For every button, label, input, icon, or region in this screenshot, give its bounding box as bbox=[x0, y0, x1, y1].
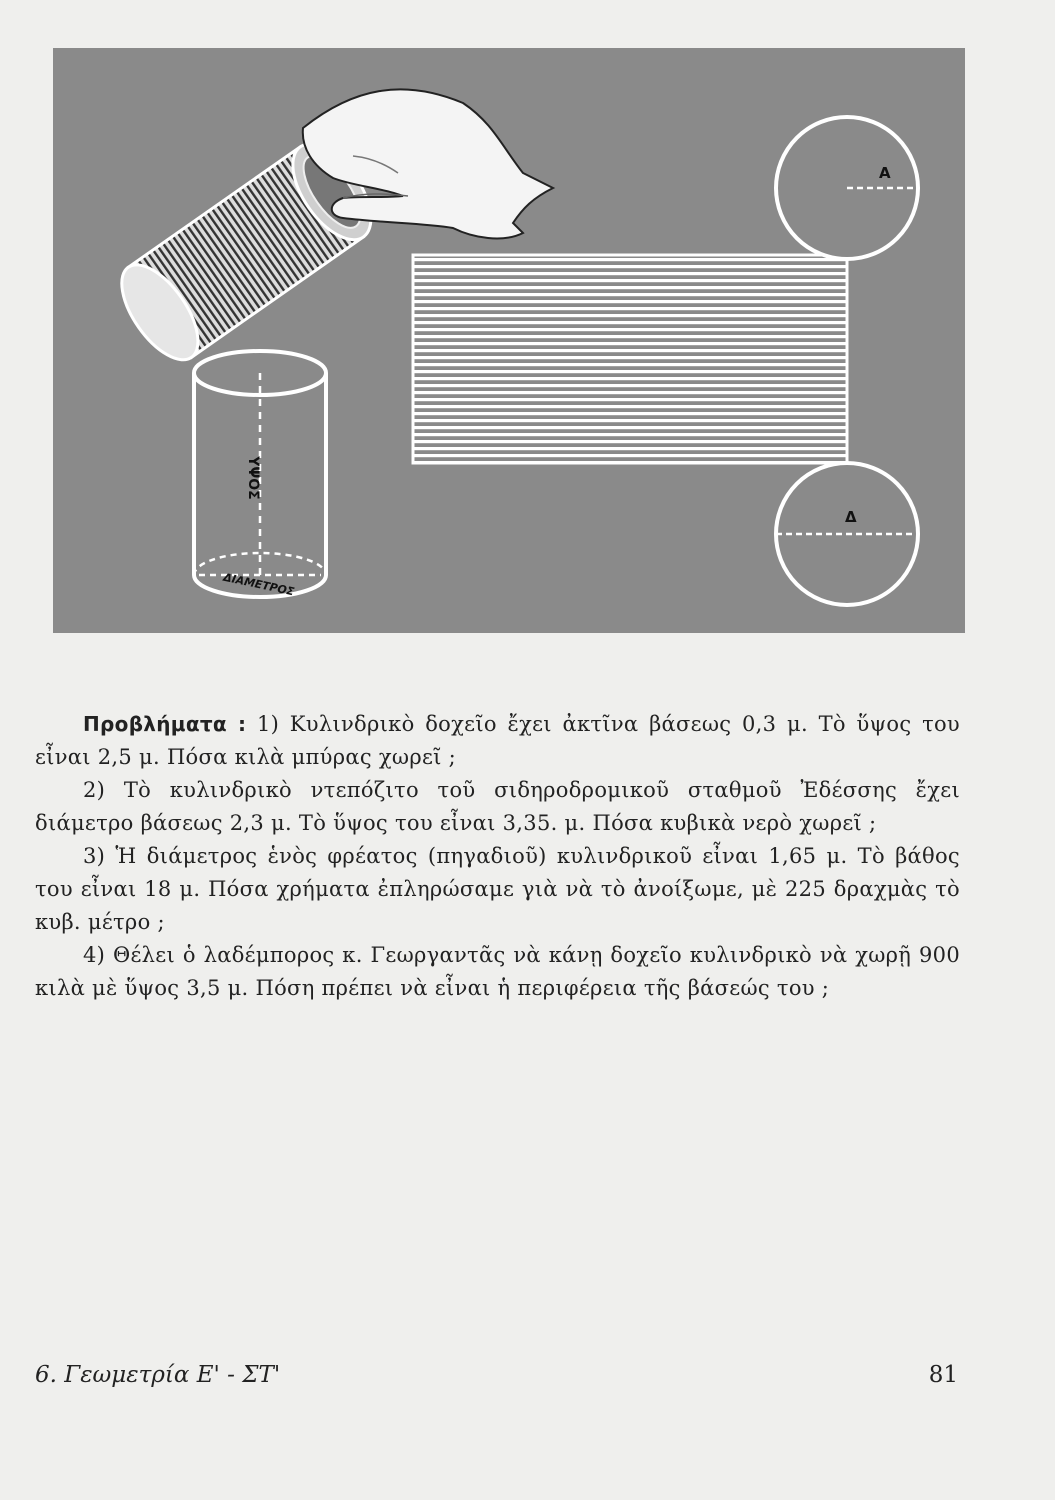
problem-2: 2) Τὸ κυλινδρικὸ ντεπόζιτο τοῦ σιδηροδρομικοῦ σταθμοῦ Ἐδέσσης ἔχει διάμετρο βάσεως 2,3 μ. Τὸ ὕψος του εἶναι 3,35. μ. Πόσα κυβικὰ νερὸ χωρεῖ ; bbox=[35, 778, 960, 835]
problem-4: 4) Θέλει ὁ λαδέμπορος κ. Γεωργαντᾶς νὰ κάνῃ δοχεῖο κυλινδρικὸ νὰ χωρῇ 900 κιλὰ μὲ ὕψος 3,5 μ. Πόση πρέπει νὰ εἶναι ἡ περιφέρεια τῆς βάσεώς του ; bbox=[35, 943, 960, 1000]
bottom-base-circle bbox=[776, 463, 918, 605]
page-number: 81 bbox=[928, 1362, 958, 1388]
book-title-footer: 6. Γεωμετρία Ε' - ΣΤ' bbox=[35, 1362, 281, 1388]
unrolled-rectangle bbox=[413, 255, 847, 463]
circle-diameter-label: Δ bbox=[845, 508, 857, 526]
illustration-panel bbox=[53, 48, 965, 633]
top-base-circle bbox=[776, 117, 918, 259]
problem-1 bbox=[35, 708, 960, 774]
problems-section bbox=[35, 708, 960, 1005]
radius-label: Α bbox=[879, 164, 891, 182]
problem-1-text: 1) Κυλινδρικὸ δοχεῖο ἔχει ἀκτῖνα βάσεως 0,3 μ. Τὸ ὕψος του εἶναι 2,5 μ. Πόσα κιλὰ μπύρας χωρεῖ ; bbox=[35, 712, 960, 769]
problem-3: 3) Ἡ διάμετρος ἑνὸς φρέατος (πηγαδιοῦ) κυλινδρικοῦ εἶναι 1,65 μ. Τὸ βάθος του εἶναι 18 μ. Πόσα χρήματα ἐπληρώσαμε γιὰ νὰ τὸ ἀνοίξωμε, μὲ 225 δραχμὰς τὸ κυβ. μέτρο ; bbox=[35, 844, 960, 934]
problems-heading: Προβλήματα : bbox=[83, 712, 247, 736]
diameter-label: ΔΙΑΜΕΤΡΟΣ bbox=[222, 570, 296, 599]
height-label: ΥΨΟΣ bbox=[245, 456, 261, 500]
